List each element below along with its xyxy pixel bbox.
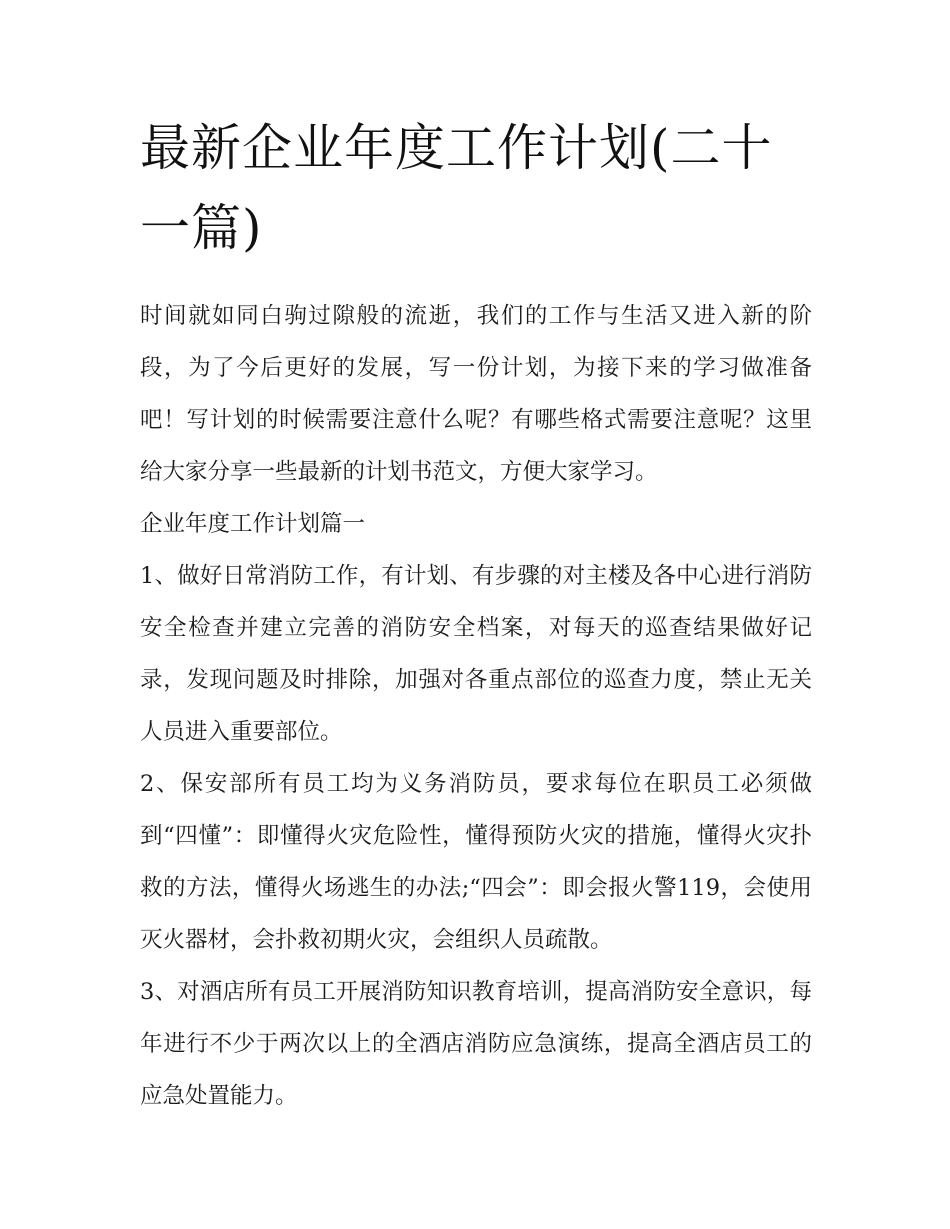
list-item-1: 1、做好日常消防工作，有计划、有步骤的对主楼及各中心进行消防安全检查并建立完善的消防安全档案，对每天的巡查结果做好记录，发现问题及时排除，加强对各重点部位的巡查力度，禁止无关人员进入重要部位。 (140, 563, 812, 745)
document-body (140, 108, 812, 1122)
document-title: 最新企业年度工作计划(二十一篇) (140, 119, 773, 257)
list-item-3: 3、对酒店所有员工开展消防知识教育培训，提高消防安全意识，每年进行不少于两次以上的全酒店消防应急演练，提高全酒店员工的应急处置能力。 (140, 979, 812, 1109)
list-item-2: 2、保安部所有员工均为义务消防员，要求每位在职员工必须做到“四懂”：即懂得火灾危险性，懂得预防火灾的措施，懂得火灾扑救的方法，懂得火场逃生的办法;“四会”：即会报火警119，会使用灭火器材，会扑救初期火灾，会组织人员疏散。 (140, 771, 812, 953)
intro-paragraph: 时间就如同白驹过隙般的流逝，我们的工作与生活又进入新的阶段，为了今后更好的发展，写一份计划，为接下来的学习做准备吧！写计划的时候需要注意什么呢？有哪些格式需要注意呢？这里给大家分享一些最新的计划书范文，方便大家学习。 (140, 303, 812, 485)
section-heading: 企业年度工作计划篇一 (140, 511, 366, 537)
